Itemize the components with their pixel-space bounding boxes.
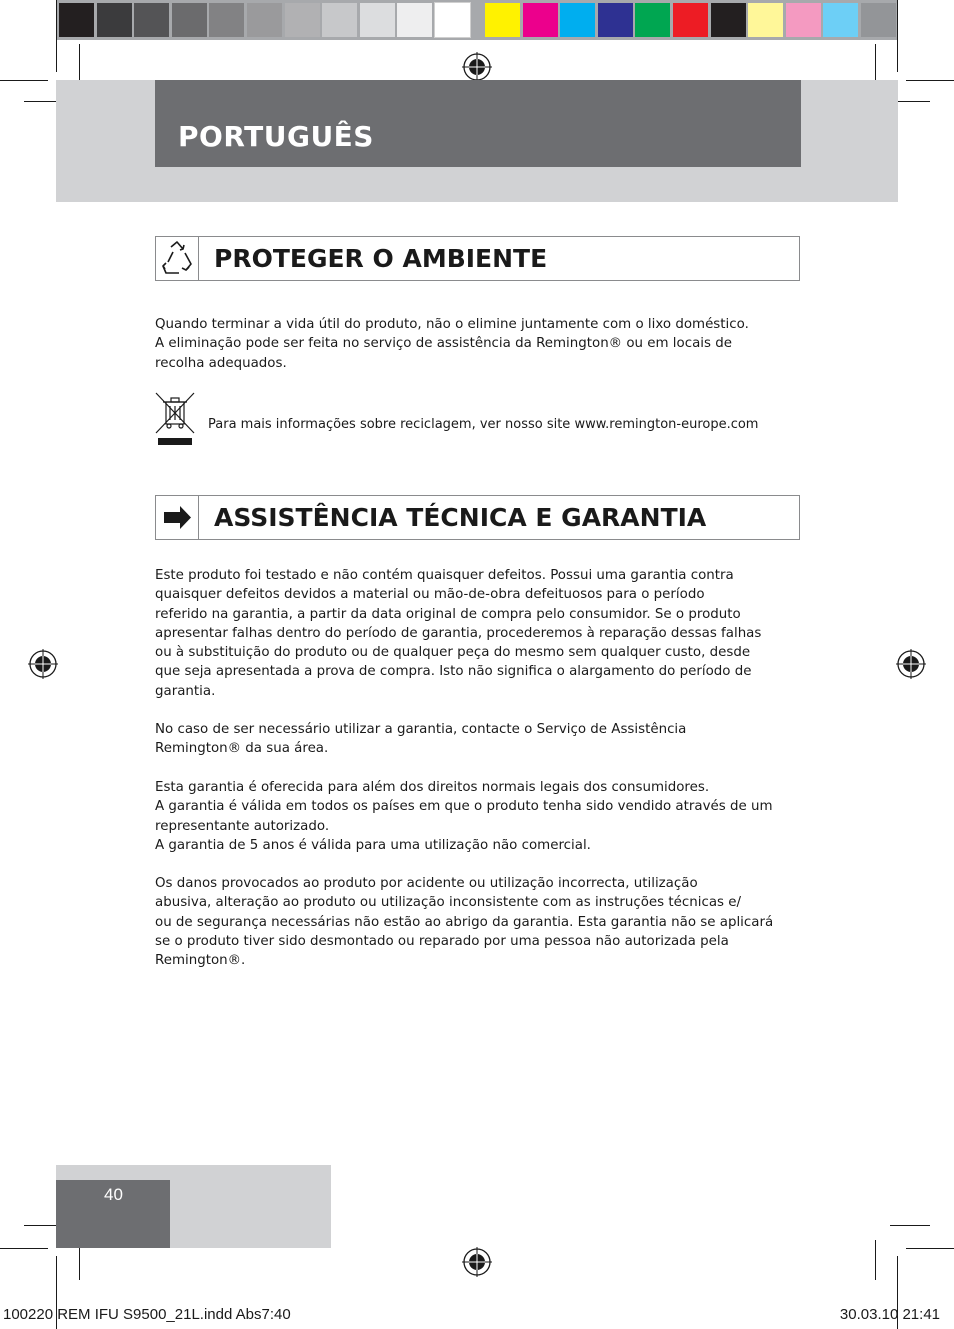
arrow-right-icon xyxy=(156,496,199,539)
color-swatch xyxy=(59,3,94,37)
color-swatch xyxy=(209,3,244,37)
text-line: quaisquer defeitos devidos a material ou mão-de-obra defeituosos para o período xyxy=(155,587,705,603)
color-swatch xyxy=(673,3,708,37)
text-line: abusiva, alteração ao produto ou utilização inconsistente com as instruções técnicas e/ xyxy=(155,895,742,911)
warranty-paragraph-3 xyxy=(155,778,785,855)
crop-mark xyxy=(0,1248,48,1249)
file-slug: 100220 REM IFU S9500_21L.indd Abs7:40 xyxy=(3,1306,291,1323)
text-line: se o produto tiver sido desmontado ou reparado por uma pessoa não autorizada pela xyxy=(155,933,729,949)
section-header-environment xyxy=(155,236,800,281)
recycle-icon xyxy=(156,237,199,280)
text-line: Remington® da sua área. xyxy=(155,741,329,757)
color-swatch xyxy=(322,3,357,37)
color-swatch xyxy=(861,3,896,37)
crop-mark xyxy=(906,1248,954,1249)
text-line: apresentar falhas dentro do período de garantia, procederemos à reparação dessas falhas xyxy=(155,625,762,641)
text-line: que seja apresentada a prova de compra. Isto não significa o alargamento do período de xyxy=(155,664,752,680)
page-number: 40 xyxy=(104,1185,123,1204)
text-line: A eliminação pode ser feita no serviço de assistência da Remington® ou em locais de xyxy=(155,336,732,352)
crossed-bin-icon xyxy=(153,390,197,448)
text-line: ou de segurança necessárias não estão ao abrigo da garantia. Esta garantia não se aplicará xyxy=(155,914,774,930)
warranty-paragraph-4 xyxy=(155,874,785,970)
registration-mark-icon xyxy=(28,649,58,679)
color-swatch xyxy=(560,3,595,37)
color-swatch xyxy=(711,3,746,37)
color-swatch xyxy=(485,3,520,37)
color-swatch xyxy=(635,3,670,37)
color-swatch xyxy=(134,3,169,37)
color-swatch xyxy=(247,3,282,37)
color-swatch xyxy=(598,3,633,37)
text-line: representante autorizado. xyxy=(155,818,330,834)
warranty-paragraph-2 xyxy=(155,720,785,759)
text-line: Quando terminar a vida útil do produto, não o elimine juntamente com o lixo doméstico. xyxy=(155,317,749,332)
text-line: garantia. xyxy=(155,683,216,699)
color-swatch xyxy=(435,3,470,37)
crop-mark xyxy=(897,0,898,72)
text-line: Este produto foi testado e não contém quaisquer defeitos. Possui uma garantia contra xyxy=(155,568,734,583)
color-swatch xyxy=(748,3,783,37)
registration-mark-icon xyxy=(462,52,492,82)
registration-mark-icon xyxy=(896,649,926,679)
page-title: PORTUGUÊS xyxy=(178,120,374,153)
recycling-info-text: Para mais informações sobre reciclagem, ver nosso site www.remington-europe.com xyxy=(208,417,759,432)
crop-mark xyxy=(56,0,57,72)
registration-mark-icon xyxy=(462,1247,492,1277)
warranty-paragraph-1 xyxy=(155,566,785,701)
crop-mark xyxy=(0,80,48,81)
text-line: Remington®. xyxy=(155,953,246,969)
section-title: PROTEGER O AMBIENTE xyxy=(214,244,548,273)
text-line: A garantia é válida em todos os países em que o produto tenha sido vendido através de um xyxy=(155,799,773,815)
color-swatch xyxy=(397,3,432,37)
crop-mark xyxy=(890,1225,930,1226)
section-title: ASSISTÊNCIA TÉCNICA E GARANTIA xyxy=(214,503,707,532)
color-swatch xyxy=(285,3,320,37)
text-line: ou à substituição do produto ou de qualquer peça do mesmo sem qualquer custo, desde xyxy=(155,645,751,661)
color-swatch xyxy=(786,3,821,37)
text-line: referido na garantia, a partir da data original de compra pelo consumidor. Se o produto xyxy=(155,606,741,622)
text-line: No caso de ser necessário utilizar a garantia, contacte o Serviço de Assistência xyxy=(155,722,687,737)
crop-mark xyxy=(875,1240,876,1280)
text-line: Os danos provocados ao produto por acidente ou utilização incorrecta, utilização xyxy=(155,876,698,891)
crop-mark xyxy=(906,80,954,81)
color-swatch xyxy=(360,3,395,37)
color-swatch xyxy=(823,3,858,37)
text-line: A garantia de 5 anos é válida para uma utilização não comercial. xyxy=(155,837,591,853)
section-header-warranty xyxy=(155,495,800,540)
color-swatch xyxy=(172,3,207,37)
date-slug: 30.03.10 21:41 xyxy=(839,1306,940,1323)
color-swatch xyxy=(97,3,132,37)
environment-paragraph xyxy=(155,315,785,373)
color-swatch xyxy=(523,3,558,37)
text-line: Esta garantia é oferecida para além dos direitos normais legais dos consumidores. xyxy=(155,780,710,795)
text-line: recolha adequados. xyxy=(155,355,287,371)
